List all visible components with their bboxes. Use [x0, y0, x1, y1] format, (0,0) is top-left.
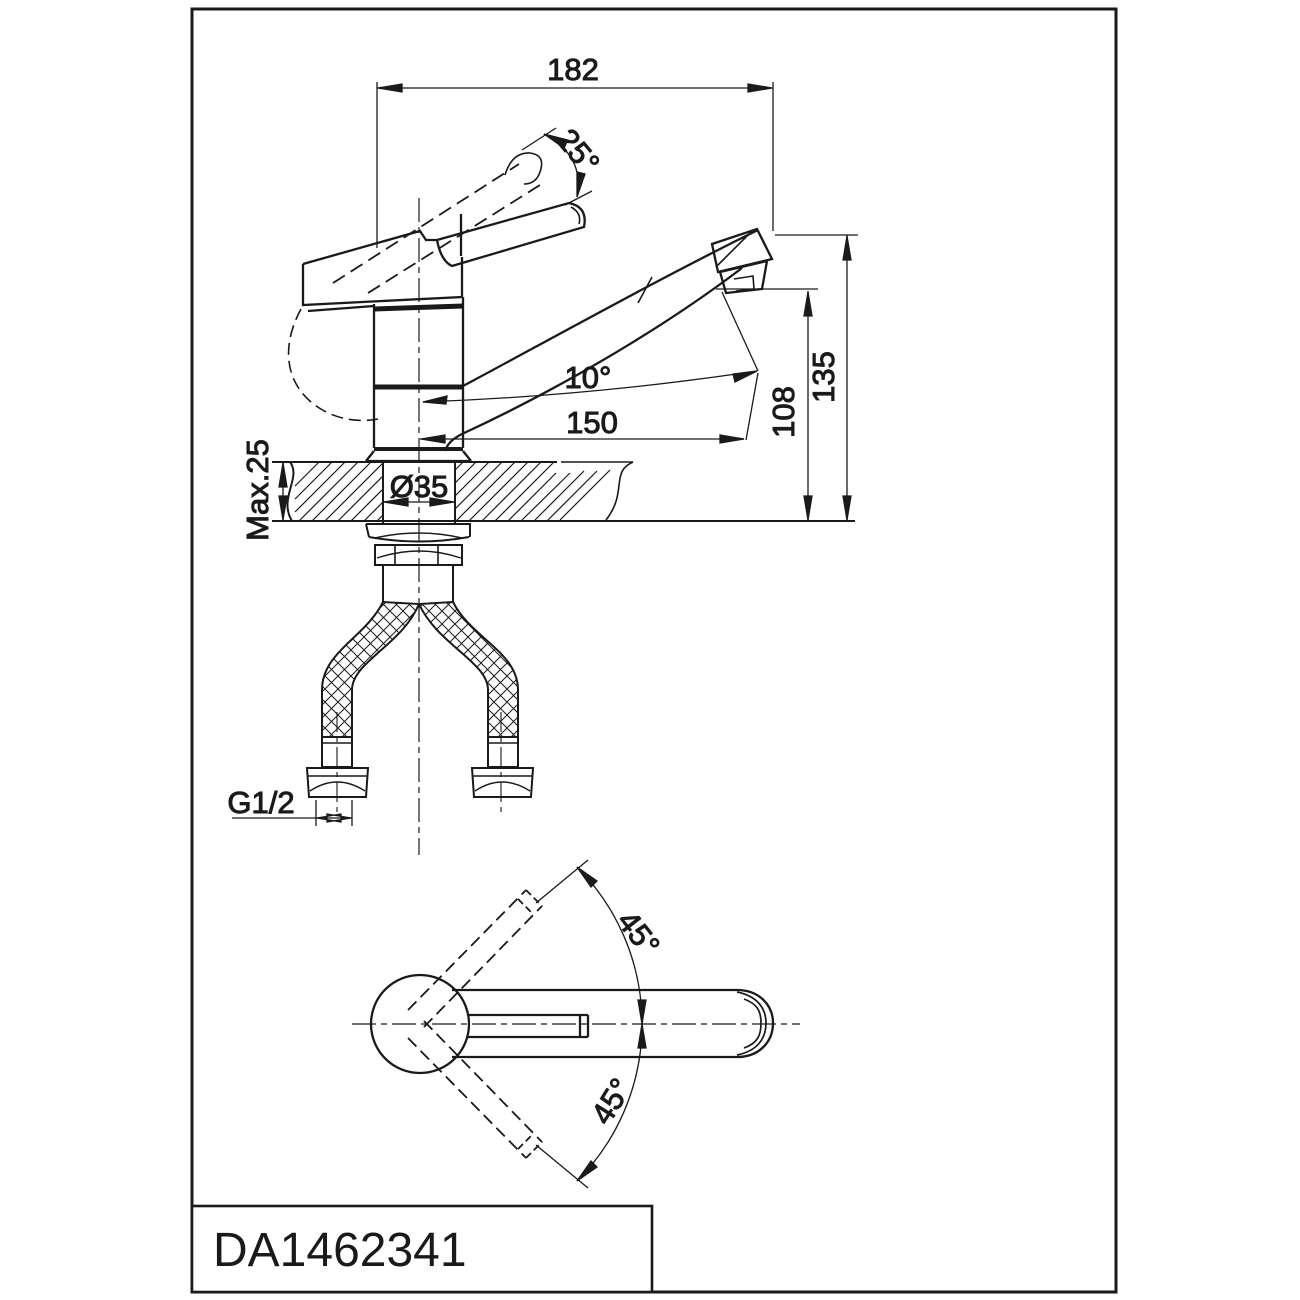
dim-handle-angle-label: 25° [549, 122, 607, 181]
dim-hole-diameter-label: Ø35 [389, 469, 449, 504]
dim-hose-thread-label: G1/2 [227, 785, 295, 820]
break-line-left [287, 462, 293, 521]
handle-lever [437, 203, 585, 266]
hose-right [419, 602, 518, 737]
dim-total-width-label: 182 [547, 52, 599, 87]
dim-outlet-height-label: 108 [766, 386, 801, 438]
model-number: DA1462341 [213, 1224, 467, 1277]
dim-spout-angle-label: 10° [564, 360, 612, 395]
ferrule-right [488, 737, 518, 767]
plan-view [352, 860, 800, 1188]
dim-deck-thickness-label: Max.25 [240, 439, 275, 541]
title-block [192, 1206, 652, 1292]
dim-total-height-label: 135 [806, 351, 841, 403]
border-frame [192, 9, 1116, 1292]
mounting-hardware [366, 524, 470, 602]
handle-raised-dashed [289, 153, 542, 420]
hatching [295, 462, 610, 521]
dim-spout-reach-label: 150 [566, 405, 618, 440]
handle-hood [303, 214, 462, 311]
handle-slot [468, 1015, 588, 1037]
shank-tube [383, 565, 453, 602]
supply-hoses [307, 602, 533, 812]
side-view [227, 52, 858, 855]
dim-swivel-lower-label: 45° [584, 1072, 639, 1131]
countertop-section [272, 462, 855, 523]
handle-rotated-contour-dashed [289, 309, 378, 420]
dim-swivel-upper-label: 45° [610, 904, 667, 963]
